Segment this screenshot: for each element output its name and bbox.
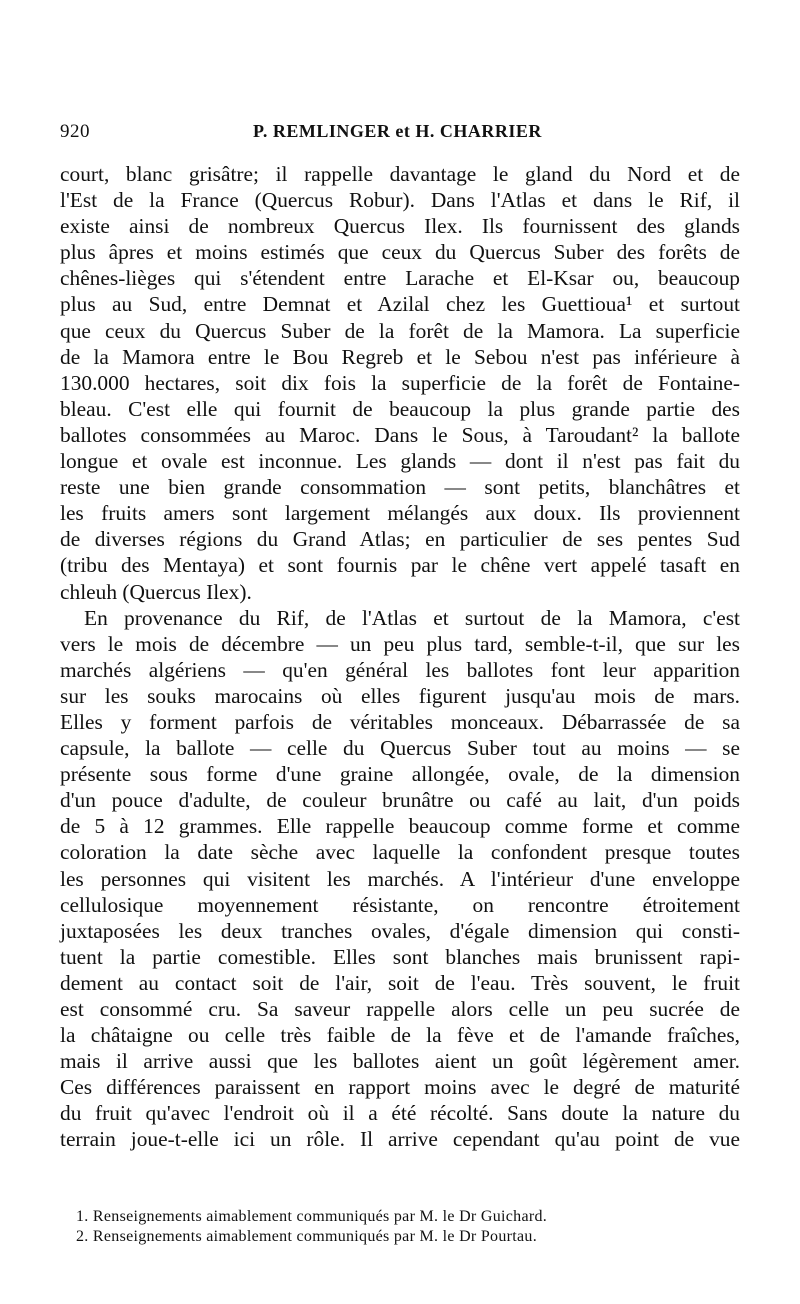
text-line: coloration la date sèche avec laquelle la confondent presque toutes (60, 840, 740, 865)
text-line: bleau. C'est elle qui fournit de beaucoup la plus grande partie des (60, 396, 740, 421)
text-line: chênes-lièges qui s'étendent entre Larache et El-Ksar ou, beaucoup (60, 266, 740, 291)
body-text (60, 161, 740, 1153)
text-line: les fruits amers sont largement mélangés aux doux. Ils proviennent (60, 501, 740, 526)
text-line: d'un pouce d'adulte, de couleur brunâtre ou café au lait, d'un poids (60, 788, 740, 813)
text-line: longue et ovale est inconnue. Les glands — dont il n'est pas fait du (60, 449, 740, 474)
text-line: les personnes qui visitent les marchés. A l'intérieur d'une enveloppe (60, 866, 740, 891)
text-line: existe ainsi de nombreux Quercus Ilex. Ils fournissent des glands (60, 214, 740, 239)
text-line: mais il arrive aussi que les ballotes aient un goût légèrement amer. (60, 1049, 740, 1074)
text-line: capsule, la ballote — celle du Quercus Suber tout au moins — se (60, 736, 740, 761)
text-line: que ceux du Quercus Suber de la forêt de la Mamora. La superficie (60, 318, 740, 343)
text-line: de 5 à 12 grammes. Elle rappelle beaucoup comme forme et comme (60, 814, 740, 839)
text-line: juxtaposées les deux tranches ovales, d'égale dimension qui consti- (60, 918, 740, 943)
text-line: vers le mois de décembre — un peu plus tard, semble-t-il, que sur les (60, 631, 740, 656)
text-line: Ces différences paraissent en rapport moins avec le degré de maturité (60, 1075, 740, 1100)
text-line: de diverses régions du Grand Atlas; en particulier de ses pentes Sud (60, 527, 740, 552)
text-line: En provenance du Rif, de l'Atlas et surtout de la Mamora, c'est (84, 605, 740, 630)
text-line: dement au contact soit de l'air, soit de l'eau. Très souvent, le fruit (60, 970, 740, 995)
text-line: marchés algériens — qu'en général les ballotes font leur apparition (60, 657, 740, 682)
text-line: chleuh (Quercus Ilex). (60, 579, 252, 604)
text-line: tuent la partie comestible. Elles sont blanches mais brunissent rapi- (60, 944, 740, 969)
text-line: présente sous forme d'une graine allongée, ovale, de la dimension (60, 762, 740, 787)
page-header (60, 121, 740, 147)
text-line: plus au Sud, entre Demnat et Azilal chez les Guettioua¹ et surtout (60, 292, 740, 317)
text-line: court, blanc grisâtre; il rappelle davantage le gland du Nord et de (60, 162, 740, 186)
text-line: du fruit qu'avec l'endroit où il a été récolté. Sans doute la nature du (60, 1101, 740, 1126)
text-line: Elles y forment parfois de véritables monceaux. Débarrassée de sa (60, 709, 740, 734)
text-line: est consommé cru. Sa saveur rappelle alors celle un peu sucrée de (60, 997, 740, 1021)
text-line: plus âpres et moins estimés que ceux du Quercus Suber des forêts de (60, 240, 740, 265)
footnotes (76, 1207, 740, 1247)
text-line: (tribu des Mentaya) et sont fournis par le chêne vert appelé tasaft en (60, 553, 740, 578)
text-line: l'Est de la France (Quercus Robur). Dans l'Atlas et dans le Rif, il (60, 188, 740, 213)
footnote: 2. Renseignements aimablement communiqués par M. le Dr Pourtau. (76, 1228, 538, 1245)
footnote: 1. Renseignements aimablement communiqués par M. le Dr Guichard. (76, 1208, 548, 1225)
text-line: ballotes consommées au Maroc. Dans le Sous, à Taroudant² la ballote (60, 422, 740, 447)
text-line: 130.000 hectares, soit dix fois la superficie de la forêt de Fontaine- (60, 370, 740, 395)
text-line: la châtaigne ou celle très faible de la fève et de l'amande fraîches, (60, 1023, 740, 1048)
text-line: terrain joue-t-elle ici un rôle. Il arrive cependant qu'au point de vue (60, 1127, 740, 1152)
text-line: sur les souks marocains où elles figurent jusqu'au mois de mars. (60, 683, 740, 708)
running-title: P. REMLINGER et H. CHARRIER (253, 121, 542, 141)
page-number: 920 (60, 121, 90, 142)
text-line: de la Mamora entre le Bou Regreb et le Sebou n'est pas inférieure à (60, 344, 740, 369)
text-line: cellulosique moyennement résistante, on rencontre étroitement (60, 892, 740, 917)
text-line: reste une bien grande consommation — sont petits, blanchâtres et (60, 475, 740, 500)
